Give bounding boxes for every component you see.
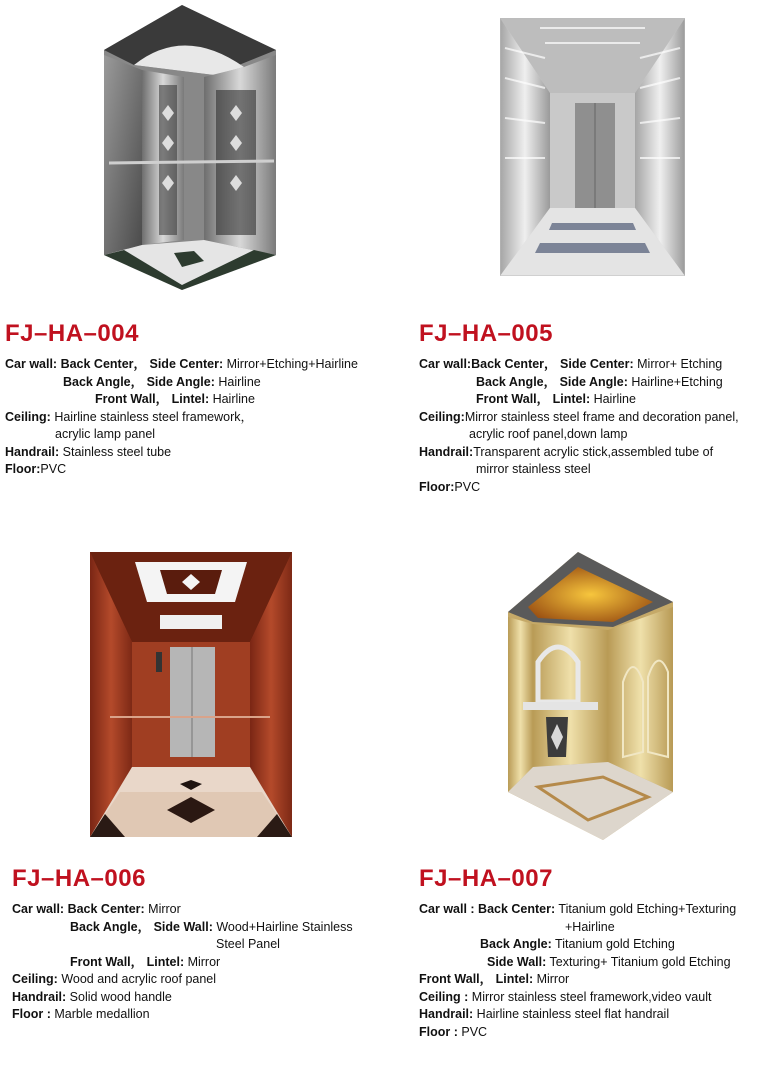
spec-line bbox=[12, 919, 372, 937]
spec-line bbox=[419, 919, 770, 937]
spec-label: Car wall:Back Center， Side Center: bbox=[419, 357, 634, 371]
elevator-image-fj-ha-006 bbox=[90, 552, 292, 837]
spec-value: PVC bbox=[40, 462, 67, 476]
spec-label: Front Wall， Lintel: bbox=[419, 972, 534, 986]
spec-label: Floor : bbox=[12, 1007, 51, 1021]
spec-value: Mirror bbox=[533, 972, 570, 986]
spec-line bbox=[419, 1006, 770, 1024]
spec-label: Back Angle， Side Wall: bbox=[70, 919, 213, 934]
spec-label: Handrail: bbox=[419, 1007, 474, 1021]
product-specs bbox=[5, 356, 365, 479]
spec-label: Floor: bbox=[5, 462, 41, 476]
spec-value: Hairline stainless steel framework， bbox=[50, 409, 253, 424]
spec-label: Back Angle， Side Angle: bbox=[476, 374, 628, 389]
spec-value: Wood+Hairline Stainless bbox=[212, 919, 353, 934]
spec-line bbox=[12, 989, 372, 1007]
spec-label: Front Wall， Lintel: bbox=[95, 392, 210, 406]
spec-value: Stainless steel tube bbox=[59, 444, 172, 459]
spec-value: PVC bbox=[457, 1024, 488, 1039]
spec-label: Front Wall， Lintel: bbox=[70, 954, 185, 969]
spec-value: mirror stainless steel bbox=[476, 462, 591, 476]
spec-value: Titanium gold Etching+Texturing bbox=[555, 902, 737, 916]
spec-label: Handrail: bbox=[5, 444, 60, 459]
product-code: FJ–HA–006 bbox=[12, 865, 146, 892]
spec-line bbox=[5, 356, 365, 374]
spec-line bbox=[419, 409, 770, 427]
spec-label: Side Wall: bbox=[487, 954, 547, 969]
spec-line bbox=[12, 971, 372, 989]
spec-label: Floor: bbox=[419, 479, 455, 494]
spec-value: Mirror+ Etching bbox=[633, 357, 723, 371]
spec-label: Back Angle: bbox=[480, 937, 552, 951]
spec-line bbox=[419, 1024, 770, 1042]
product-specs bbox=[12, 901, 372, 1024]
spec-value: Solid wood handle bbox=[66, 989, 172, 1004]
spec-line bbox=[419, 391, 770, 409]
spec-label: Car wall: Back Center: bbox=[12, 902, 145, 916]
spec-line bbox=[5, 461, 365, 479]
spec-line bbox=[419, 901, 770, 919]
spec-line bbox=[12, 954, 372, 972]
product-code: FJ–HA–005 bbox=[419, 320, 553, 347]
spec-line bbox=[419, 954, 770, 972]
spec-value: Mirror bbox=[184, 954, 221, 969]
spec-line bbox=[419, 461, 770, 479]
spec-value: Steel Panel bbox=[216, 937, 280, 951]
spec-value: Transparent acrylic stick,assembled tube of bbox=[473, 444, 714, 459]
spec-value: Titanium gold Etching bbox=[551, 937, 675, 951]
product-code: FJ–HA–004 bbox=[5, 320, 139, 347]
spec-line bbox=[419, 479, 770, 497]
spec-value: Mirror bbox=[144, 902, 181, 916]
spec-label: Ceiling: bbox=[419, 409, 465, 424]
spec-line bbox=[12, 901, 372, 919]
spec-line bbox=[419, 426, 770, 444]
spec-value: PVC bbox=[454, 479, 481, 494]
spec-value: Hairline+Etching bbox=[627, 374, 723, 389]
product-specs bbox=[419, 901, 770, 1041]
spec-value: Marble medallion bbox=[50, 1007, 150, 1021]
spec-label: Ceiling: bbox=[12, 972, 58, 986]
spec-value: acrylic roof panel,down lamp bbox=[469, 427, 628, 441]
spec-line bbox=[419, 444, 770, 462]
spec-value: Mirror stainless steel frame and decoration panel, bbox=[464, 409, 739, 424]
spec-label: Car wall : Back Center: bbox=[419, 902, 556, 916]
spec-value: Hairline bbox=[214, 374, 261, 389]
spec-line bbox=[12, 936, 372, 954]
spec-label: Ceiling : bbox=[419, 989, 469, 1004]
product-specs bbox=[419, 356, 770, 496]
spec-label: Floor : bbox=[419, 1024, 458, 1039]
spec-line bbox=[5, 444, 365, 462]
spec-label: Back Angle， Side Angle: bbox=[63, 374, 215, 389]
spec-label: Ceiling: bbox=[5, 409, 51, 424]
spec-label: Front Wall， Lintel: bbox=[476, 392, 591, 406]
spec-line bbox=[12, 1006, 372, 1024]
spec-value: Texturing+ Titanium gold Etching bbox=[546, 954, 731, 969]
spec-label: Handrail: bbox=[12, 989, 67, 1004]
spec-value: Hairline stainless steel flat handrail bbox=[473, 1007, 670, 1021]
spec-line bbox=[419, 356, 770, 374]
spec-line bbox=[419, 971, 770, 989]
spec-value: Wood and acrylic roof panel bbox=[57, 972, 217, 986]
spec-value: Hairline bbox=[590, 392, 636, 406]
spec-line bbox=[5, 374, 365, 392]
spec-line bbox=[419, 989, 770, 1007]
spec-value: Hairline bbox=[209, 392, 255, 406]
spec-line bbox=[5, 391, 365, 409]
spec-line bbox=[5, 409, 365, 427]
spec-value: Mirror stainless steel framework,video vault bbox=[468, 989, 712, 1004]
spec-value: Mirror+Etching+Hairline bbox=[223, 357, 358, 371]
product-code: FJ–HA–007 bbox=[419, 865, 553, 892]
elevator-image-fj-ha-004 bbox=[104, 5, 276, 290]
spec-line bbox=[5, 426, 365, 444]
spec-label: Car wall: Back Center， Side Center: bbox=[5, 357, 224, 371]
spec-line bbox=[419, 936, 770, 954]
spec-value: acrylic lamp panel bbox=[55, 427, 156, 441]
spec-line bbox=[419, 374, 770, 392]
elevator-image-fj-ha-005 bbox=[500, 18, 685, 276]
spec-label: Handrail: bbox=[419, 444, 474, 459]
spec-value: +Hairline bbox=[565, 919, 615, 934]
elevator-image-fj-ha-007 bbox=[508, 552, 673, 840]
